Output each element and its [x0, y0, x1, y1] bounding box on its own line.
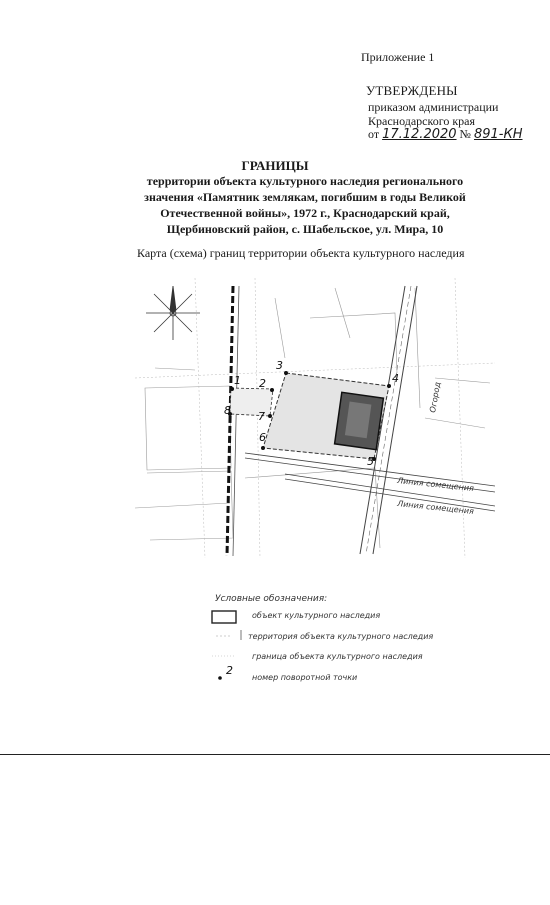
point-label-7: 7: [258, 410, 265, 423]
subtitle-line-4: Щербиновский район, с. Шабельское, ул. Мира, 10: [166, 222, 444, 236]
monument-object: [335, 392, 384, 449]
legend-title: Условные обозначения:: [215, 594, 328, 604]
bottom-divider: [0, 754, 550, 755]
approval-line-2: Краснодарского края: [368, 114, 476, 128]
line-label-b: Линия сомещения: [396, 499, 475, 517]
compass-rose-icon: [146, 286, 200, 340]
appendix-label: Приложение 1: [361, 50, 435, 64]
subtitle-line-3: Отечественной войны», 1972 г., Краснодарский край,: [160, 206, 450, 220]
point-label-1: 1: [234, 374, 241, 387]
order-number: 891-КН: [473, 127, 523, 142]
point-marker-3: [284, 371, 288, 375]
legend-item-heritage-object: объект культурного наследия: [252, 611, 381, 620]
point-label-8: 8: [224, 404, 231, 417]
cadastral-map: [135, 278, 495, 558]
order-number-sign: №: [459, 127, 471, 141]
point-marker-7: [268, 414, 272, 418]
map-caption: Карта (схема) границ территории объекта культурного наследия: [137, 246, 465, 260]
point-marker-2: [270, 388, 274, 392]
document-title: ГРАНИЦЫ: [241, 158, 309, 173]
document-subtitle: [120, 173, 490, 237]
approval-line-1: приказом администрации: [368, 100, 499, 114]
point-label-2: 2: [259, 377, 266, 390]
legend-heritage-object-swatch: [212, 611, 236, 623]
subtitle-line-1: территории объекта культурного наследия регионального: [146, 174, 464, 188]
point-label-3: 3: [276, 359, 283, 372]
order-date: 17.12.2020: [382, 127, 457, 142]
legend-point-swatch: [218, 676, 222, 680]
subtitle-line-2: значения «Памятник землякам, погибшим в годы Великой: [144, 190, 466, 204]
line-label-a: Линия сомещения: [396, 476, 475, 494]
approved-heading: УТВЕРЖДЕНЫ: [366, 83, 458, 98]
legend-item-boundary: граница объекта культурного наследия: [252, 652, 423, 661]
legend-point-number: 2: [226, 664, 233, 677]
point-marker-4: [387, 384, 391, 388]
point-label-5: 5: [367, 455, 374, 468]
order-prefix: от: [368, 127, 380, 141]
point-marker-6: [261, 446, 265, 450]
legend-item-territory: территория объекта культурного наследия: [248, 632, 434, 641]
point-label-4: 4: [392, 372, 399, 385]
street-label: Огород: [428, 381, 443, 414]
order-line: [368, 127, 523, 142]
legend-item-turning-point: номер поворотной точки: [252, 673, 358, 682]
point-marker-1: [230, 387, 234, 391]
legend-symbols: [210, 610, 250, 690]
point-label-6: 6: [259, 431, 266, 444]
main-street: [227, 286, 239, 556]
